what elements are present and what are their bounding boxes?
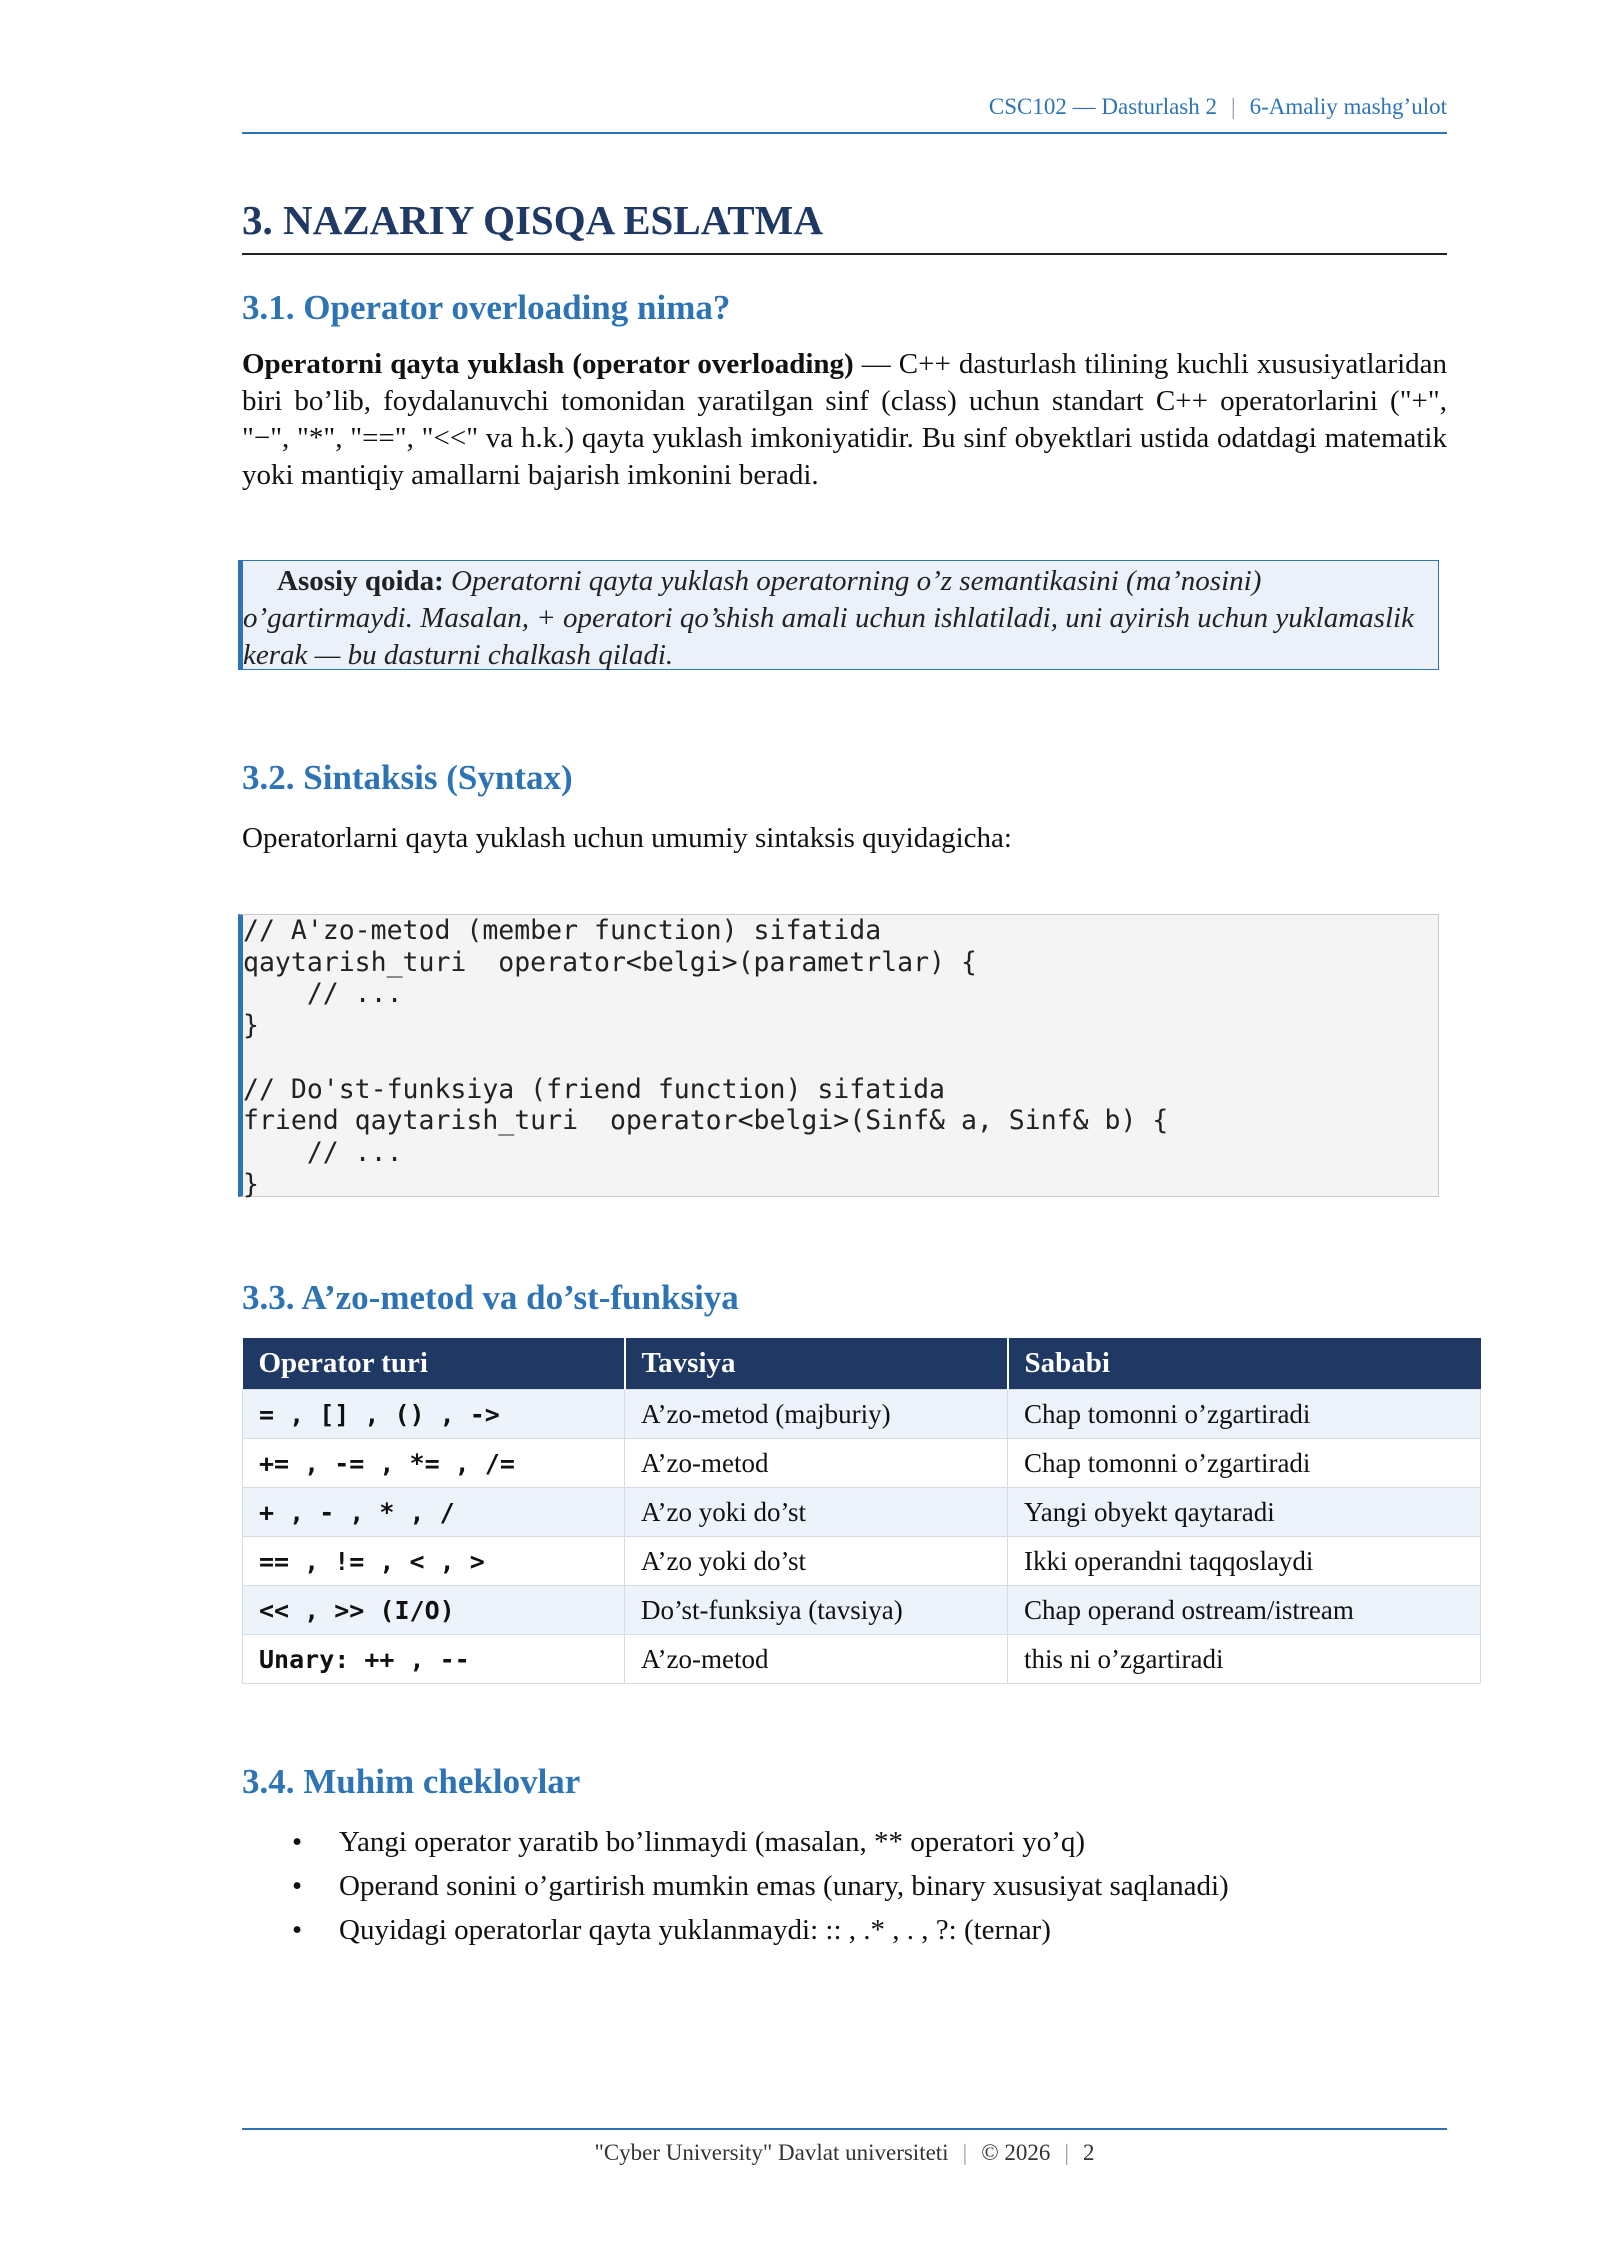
table-header-row: [243, 1338, 1481, 1390]
callout-body: Operatorni qayta yuklash operatorning o’z semantikasini (ma’nosini) o’gartirmaydi. Masalan, + operatori qo’shish amali uchun ishlatiladi, uni ayirish uchun yuklamaslik kerak — bu dasturni chalkash qiladi.: [243, 565, 1414, 671]
section-title: 3. NAZARIY QISQA ESLATMA: [242, 197, 823, 243]
section-title-rule: [242, 253, 1447, 255]
operator-cell: += , -= , *= , /=: [243, 1439, 625, 1488]
header-course: CSC102 — Dasturlash 2: [988, 94, 1217, 119]
table-row: [243, 1390, 1481, 1439]
restrictions-list: [292, 1820, 1229, 1952]
list-item-text: Yangi operator yaratib bo’linmaydi (masalan, ** operatori yo’q): [339, 1826, 1086, 1858]
bullet-icon: •: [292, 1870, 303, 1902]
list-item: [292, 1820, 1229, 1864]
reason-cell: this ni o’zgartiradi: [1008, 1635, 1481, 1684]
column-header-operator-type: Operator turi: [243, 1338, 625, 1390]
recommendation-cell: A’zo yoki do’st: [625, 1537, 1008, 1586]
operator-cell: Unary: ++ , --: [243, 1635, 625, 1684]
operator-table: [242, 1338, 1481, 1684]
code-text: // A'zo-metod (member function) sifatida qaytarish_turi operator<belgi>(parametrlar) { // ... } // Do'st-funksiya (friend function) sifatida friend qaytarish_turi operator<belgi>(Sinf& a, Sinf& b) { // ... }: [243, 915, 1169, 1200]
syntax-intro: Operatorlarni qayta yuklash uchun umumiy sintaksis quyidagicha:: [242, 822, 1012, 854]
reason-cell: Chap tomonni o’zgartiradi: [1008, 1390, 1481, 1439]
reason-cell: Chap operand ostream/istream: [1008, 1586, 1481, 1635]
rule-callout: [238, 560, 1439, 670]
page-number: 2: [1083, 2140, 1095, 2165]
header-separator: |: [1231, 94, 1236, 119]
table-row: [243, 1537, 1481, 1586]
footer-separator: |: [962, 2140, 968, 2165]
reason-cell: Ikki operandni taqqoslaydi: [1008, 1537, 1481, 1586]
operator-cell: == , != , < , >: [243, 1537, 625, 1586]
subsection-3-2-title: 3.2. Sintaksis (Syntax): [242, 758, 573, 797]
recommendation-cell: A’zo-metod: [625, 1635, 1008, 1684]
paragraph-text: — C++ dasturlash tilining kuchli xususiyatlaridan biri bo’lib, foydalanuvchi tomonidan yaratilgan sinf (class) uchun standart C++ operatorlarini ("+", "−", "*", "==", "<<" va h.k.) qayta yuklash imkoniyatidir. Bu sinf obyektlari ustida odatdagi matematik yoki mantiqiy amallarni bajarish imkonini beradi.: [242, 348, 1447, 491]
callout-lead: Asosiy qoida:: [277, 565, 444, 597]
table-row: [243, 1439, 1481, 1488]
subsection-3-1-paragraph: [242, 346, 1447, 494]
reason-cell: Chap tomonni o’zgartiradi: [1008, 1439, 1481, 1488]
table-row: [243, 1635, 1481, 1684]
running-header: [989, 94, 1447, 120]
bullet-icon: •: [292, 1914, 303, 1946]
table-row: [243, 1488, 1481, 1537]
subsection-3-1-title: 3.1. Operator overloading nima?: [242, 288, 731, 327]
code-block: [238, 914, 1439, 1200]
column-header-recommendation: Tavsiya: [625, 1338, 1008, 1390]
bold-term: Operatorni qayta yuklash (operator overloading): [242, 348, 854, 380]
list-item: [292, 1908, 1229, 1952]
table-row: [243, 1586, 1481, 1635]
footer-university: "Cyber University" Davlat universiteti: [594, 2140, 949, 2165]
list-item-text: Operand sonini o’gartirish mumkin emas (unary, binary xususiyat saqlanadi): [339, 1870, 1229, 1902]
header-session: 6-Amaliy mashg’ulot: [1249, 94, 1447, 119]
operator-cell: + , - , * , /: [243, 1488, 625, 1537]
subsection-3-4-title: 3.4. Muhim cheklovlar: [242, 1762, 581, 1801]
column-header-reason: Sababi: [1008, 1338, 1481, 1390]
callout-text: [243, 561, 1438, 674]
bullet-icon: •: [292, 1826, 303, 1858]
page-footer: [242, 2140, 1447, 2166]
recommendation-cell: A’zo-metod (majburiy): [625, 1390, 1008, 1439]
footer-rule: [242, 2128, 1447, 2130]
footer-copyright: © 2026: [981, 2140, 1051, 2165]
operator-cell: = , [] , () , ->: [243, 1390, 625, 1439]
recommendation-cell: A’zo yoki do’st: [625, 1488, 1008, 1537]
operator-cell: << , >> (I/O): [243, 1586, 625, 1635]
subsection-3-3-title: 3.3. A’zo-metod va do’st-funksiya: [242, 1278, 739, 1317]
recommendation-cell: Do’st-funksiya (tavsiya): [625, 1586, 1008, 1635]
list-item: [292, 1864, 1229, 1908]
reason-cell: Yangi obyekt qaytaradi: [1008, 1488, 1481, 1537]
footer-separator: |: [1064, 2140, 1070, 2165]
header-rule: [242, 132, 1447, 134]
recommendation-cell: A’zo-metod: [625, 1439, 1008, 1488]
list-item-text: Quyidagi operatorlar qayta yuklanmaydi: :: , .* , . , ?: (ternar): [339, 1914, 1051, 1946]
